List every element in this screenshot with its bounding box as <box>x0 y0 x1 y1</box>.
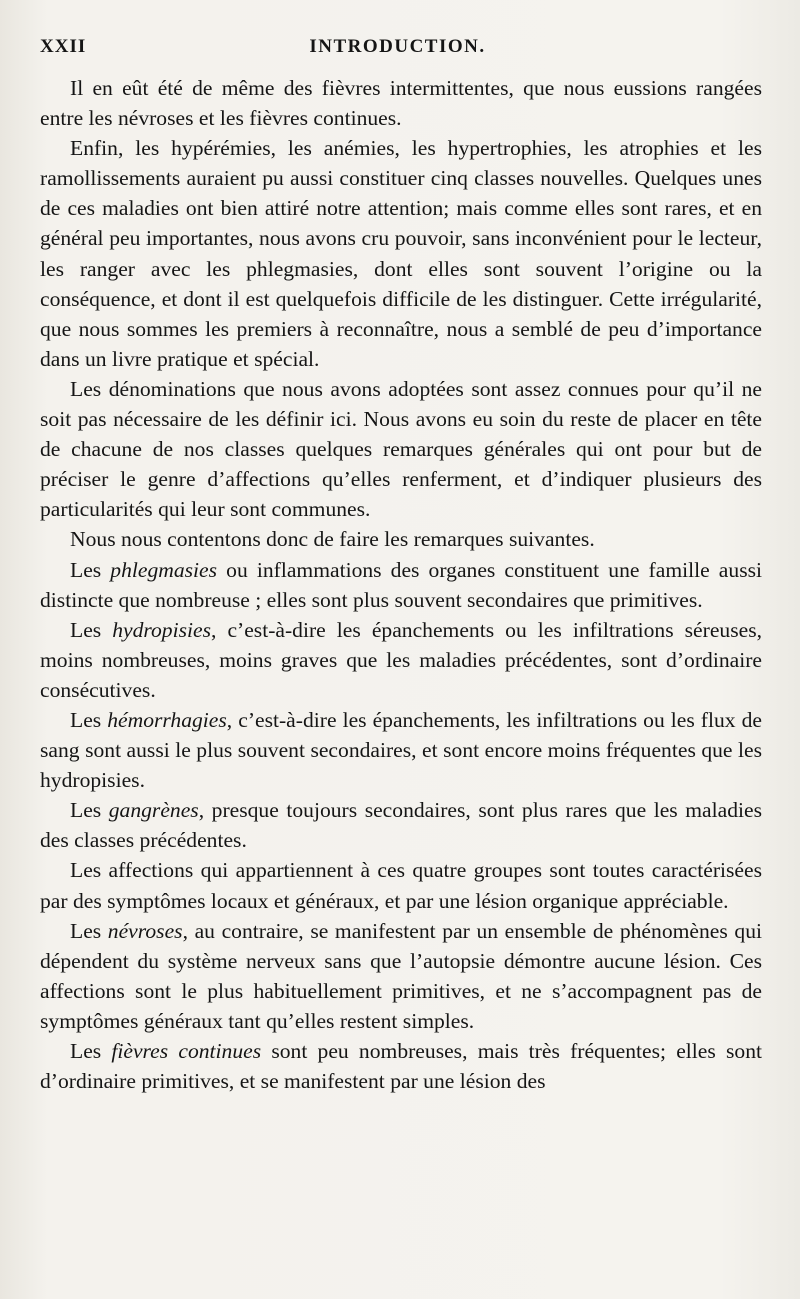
term-hydropisies: hydropisies <box>112 617 211 642</box>
term-phlegmasies: phlegmasies <box>110 557 218 582</box>
paragraph-hemorrhagies: Les hémorrhagies, c’est-à-dire les épanchements, les infiltrations ou les flux de sang sont aussi le plus souvent secondaires, et sont encore moins fréquentes que les hydropisies. <box>40 707 763 793</box>
term-nevroses: névroses <box>107 918 183 943</box>
page-header <box>40 36 755 66</box>
paragraph-phlegmasies: Les phlegmasies ou inflammations des organes constituent une famille aussi distincte que nombreuse ; elles sont plus souvent secondaires que primitives. <box>40 557 762 612</box>
paragraph-four-groups: Les affections qui appartiennent à ces quatre groupes sont toutes caractérisées par des symptômes locaux et généraux, et par une lésion organique appréciable. <box>40 858 762 913</box>
paragraph-intermittent-fevers: Il en eût été de même des fièvres intermittentes, que nous eussions rangées entre les névroses et les fièvres continues. <box>40 76 762 131</box>
term-hemorrhagies: hémorrhagies <box>107 707 227 732</box>
paragraph-nevroses: Les névroses, au contraire, se manifestent par un ensemble de phénomènes qui dépendent du système nerveux sans que l’autopsie démontre aucune lésion. Ces affections sont le plus habituellement primitives, et ne s’accompagnent pas de symptômes généraux tant qu’elles restent simples. <box>40 918 762 1033</box>
term-gangrenes: gangrènes <box>108 798 199 823</box>
running-title: INTRODUCTION. <box>309 36 486 57</box>
paragraph-gangrenes: Les gangrènes, presque toujours secondaires, sont plus rares que les maladies des classes précédentes. <box>40 798 762 853</box>
paragraph-denominations: Les dénominations que nous avons adoptées sont assez connues pour qu’il ne soit pas nécessaire de les définir ici. Nous avons eu soin du reste de placer en tête de chacune de nos classes quelques remarques générales qui ont pour but de préciser le genre d’affections qu’elles renferment, et d’indiquer plusieurs des particularités qui leur sont communes. <box>40 376 762 522</box>
paragraph-new-classes: Enfin, les hypérémies, les anémies, les hypertrophies, les atrophies et les ramollissements auraient pu aussi constituer cinq classes nouvelles. Quelques unes de ces maladies ont bien attiré notre attention; mais comme elles sont rares, et en général peu importantes, nous avons cru pouvoir, sans inconvénient pour le lecteur, les ranger avec les phlegmasies, dont elles sont souvent l’origine ou la conséquence, et dont il est quelquefois difficile de les distinguer. Cette irrégularité, que nous sommes les premiers à reconnaître, nous a semblé de peu d’importance dans un livre pratique et spécial. <box>40 136 762 371</box>
term-fievres-continues: fièvres continues <box>111 1039 262 1063</box>
paragraph-hydropisies: Les hydropisies, c’est-à-dire les épanchements ou les infiltrations séreuses, moins nombreuses, moins graves que les maladies précédentes, sont d’ordinaire consécutives. <box>40 617 762 702</box>
paragraph-fievres-continues: Les fièvres continues sont peu nombreuses, mais très fréquentes; elles sont d’ordinaire primitives, et se manifestent par une lésion des <box>40 1039 762 1094</box>
body-text <box>40 73 762 1096</box>
page-number: XXII <box>40 36 87 57</box>
paragraph-remarks: Nous nous contentons donc de faire les remarques suivantes. <box>70 527 595 552</box>
